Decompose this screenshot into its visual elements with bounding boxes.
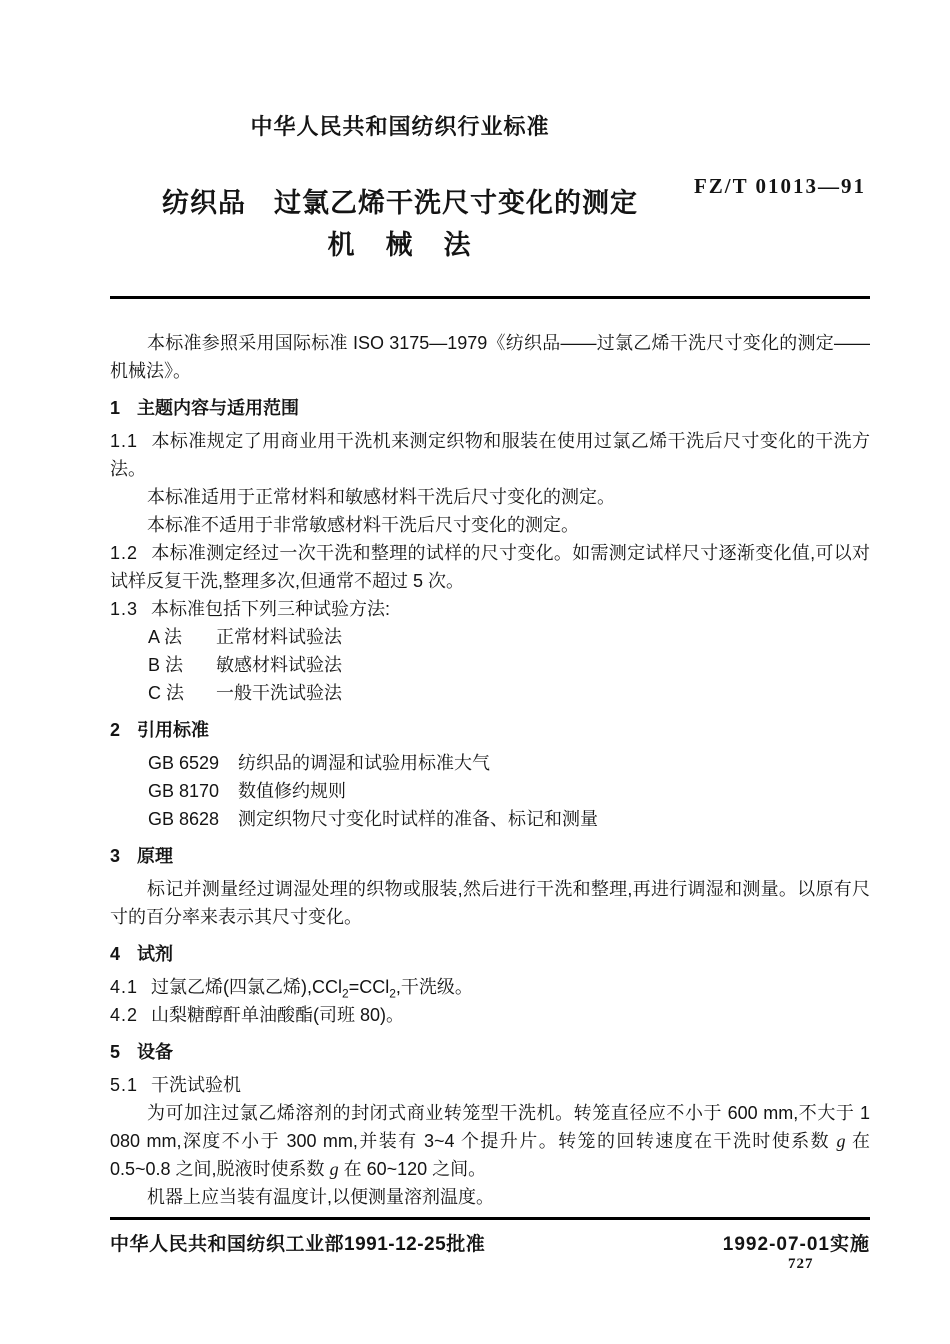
text-content: 试剂	[137, 944, 174, 964]
text-content: 过氯乙烯(四氯乙烯),CCl$_2$=CCl$_2$,干洗级。	[151, 977, 473, 1001]
text-content: 本标准测定经过一次干洗和整理的试样的尺寸变化。如需测定试样尺寸逐渐变化值,可以对试样反复干洗,整理多次,但通常不超过 5 次。	[110, 543, 870, 591]
item-label: GB 6529	[148, 753, 220, 773]
standard-org-line: 中华人民共和国纺织行业标准	[250, 114, 550, 139]
text-content: 一般干洗试验法	[216, 683, 342, 703]
referenced-standard-item	[110, 777, 870, 805]
text-content: 本标准不适用于非常敏感材料干洗后尺寸变化的测定。	[147, 515, 579, 535]
title-block	[110, 186, 690, 262]
section-number: 4	[110, 944, 121, 964]
text-content: 设备	[137, 1042, 174, 1062]
document-footer	[110, 1229, 870, 1256]
section-number: 5	[110, 1042, 121, 1062]
clause-paragraph	[110, 1071, 870, 1099]
clause-paragraph	[110, 1001, 870, 1029]
paragraph	[110, 875, 870, 931]
standard-number: FZ/T 01013—91	[693, 174, 866, 198]
page-number: 727	[788, 1256, 814, 1272]
document-body	[110, 329, 870, 1211]
paragraph	[110, 483, 870, 511]
referenced-standard-item	[110, 805, 870, 833]
text-content: 原理	[137, 846, 174, 866]
text-content: 本标准规定了用商业用干洗机来测定织物和服装在使用过氯乙烯干洗后尺寸变化的干洗方法。	[110, 431, 870, 479]
method-list-item	[110, 623, 870, 651]
item-label: C 法	[148, 683, 184, 703]
item-label: B 法	[148, 655, 184, 675]
item-label: A 法	[148, 627, 183, 647]
clause-number: 5.1	[110, 1075, 139, 1095]
paragraph	[110, 1099, 870, 1183]
clause-paragraph	[110, 595, 870, 623]
section-number: 1	[110, 398, 121, 418]
text-content: 本标准适用于正常材料和敏感材料干洗后尺寸变化的测定。	[147, 487, 615, 507]
clause-paragraph	[110, 539, 870, 595]
document-header	[110, 112, 870, 262]
referenced-standard-item	[110, 749, 870, 777]
implementation-date-text: 1992-07-01实施	[722, 1234, 870, 1255]
text-content: 机器上应当装有温度计,以便测量溶剂温度。	[147, 1187, 494, 1207]
clause-paragraph	[110, 973, 870, 1001]
section-heading	[110, 716, 870, 744]
document-title-line2: 机 械 法	[327, 230, 473, 260]
text-content: 纺织品的调湿和试验用标准大气	[238, 753, 490, 773]
header-divider-rule	[110, 296, 870, 299]
paragraph	[110, 1183, 870, 1211]
section-heading	[110, 940, 870, 968]
footer-divider-rule	[110, 1217, 870, 1220]
text-content: 本标准参照采用国际标准 ISO 3175—1979《纺织品——过氯乙烯干洗尺寸变化的测定——机械法》。	[110, 333, 870, 381]
section-heading	[110, 1038, 870, 1066]
method-list-item	[110, 651, 870, 679]
clause-number: 1.2	[110, 543, 139, 563]
document-title-line1: 纺织品 过氯乙烯干洗尺寸变化的测定	[162, 188, 638, 218]
method-list-item	[110, 679, 870, 707]
text-content: 敏感材料试验法	[216, 655, 342, 675]
approval-date-text: 中华人民共和国纺织工业部1991-12-25批准	[110, 1234, 486, 1255]
section-heading	[110, 394, 870, 422]
text-content: 干洗试验机	[151, 1075, 242, 1095]
paragraph	[110, 511, 870, 539]
paragraph	[110, 329, 870, 385]
text-content: 正常材料试验法	[216, 627, 342, 647]
clause-paragraph	[110, 427, 870, 483]
section-heading	[110, 842, 870, 870]
section-number: 2	[110, 720, 121, 740]
clause-number: 1.1	[110, 431, 139, 451]
text-content: 本标准包括下列三种试验方法:	[151, 599, 391, 619]
clause-number: 1.3	[110, 599, 139, 619]
text-content: 为可加注过氯乙烯溶剂的封闭式商业转笼型干洗机。转笼直径应不小于 600 mm,不大于 1 080 mm,深度不小于 300 mm,并装有 3~4 个提升片。转笼的回转速度在干洗时使系数 g 在 0.5~0.8 之间,脱液时使系数 g 在 60~120 之间。	[110, 1103, 870, 1179]
item-label: GB 8170	[148, 781, 220, 801]
clause-number: 4.2	[110, 1005, 139, 1025]
section-number: 3	[110, 846, 121, 866]
text-content: 数值修约规则	[238, 781, 346, 801]
text-content: 主题内容与适用范围	[137, 398, 300, 418]
item-label: GB 8628	[148, 809, 220, 829]
text-content: 山梨糖醇酐单油酸酯(司班 80)。	[151, 1005, 405, 1025]
text-content: 引用标准	[137, 720, 210, 740]
text-content: 标记并测量经过调湿处理的织物或服装,然后进行干洗和整理,再进行调湿和测量。以原有尺寸的百分率来表示其尺寸变化。	[110, 879, 870, 927]
clause-number: 4.1	[110, 977, 139, 997]
text-content: 测定织物尺寸变化时试样的准备、标记和测量	[238, 809, 598, 829]
